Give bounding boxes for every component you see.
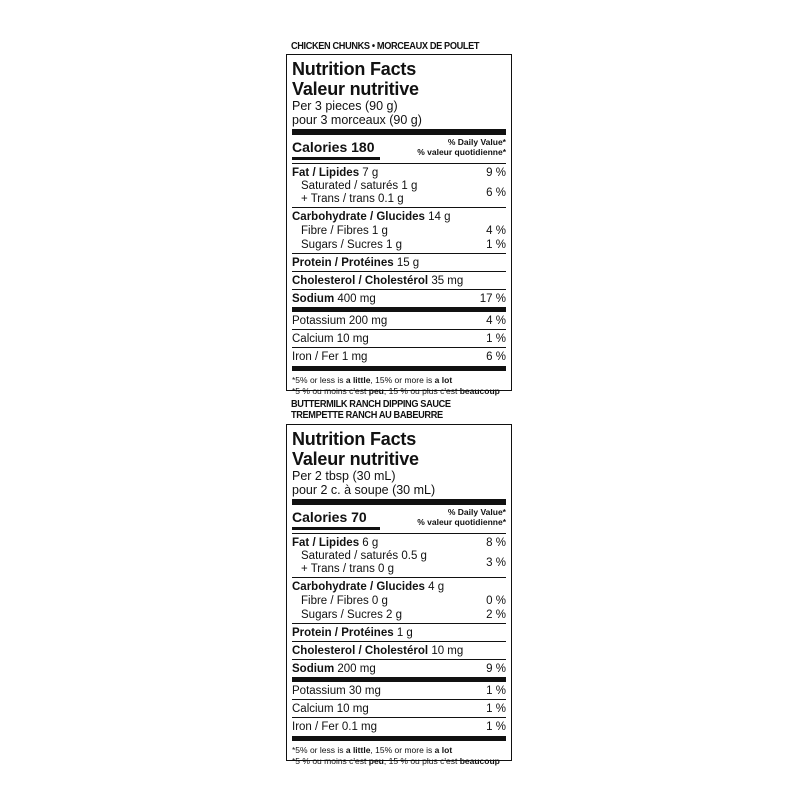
- potassium-label: Potassium: [292, 315, 346, 327]
- fat-value: 6 g: [362, 537, 379, 549]
- nutrition-panel-chicken: [286, 54, 512, 396]
- calories-label: Calories 70: [292, 509, 367, 525]
- footnote-en: *5% or less is a little, 15% or more is a lot: [292, 745, 453, 755]
- protein-value: 1 g: [396, 627, 413, 639]
- protein-label: Protein / Protéines: [292, 627, 394, 639]
- iron-group: [292, 718, 506, 735]
- iron-dv: 6 %: [486, 351, 506, 363]
- sat-trans-row: [292, 550, 506, 576]
- carb-group: [292, 578, 506, 623]
- sugars-label: Sugars / Sucres 2 g: [301, 609, 402, 621]
- footnote: [292, 371, 506, 396]
- nutrition-panel-ranch: [286, 424, 512, 766]
- fat-dv: 8 %: [486, 537, 506, 549]
- fat-dv: 9 %: [486, 167, 506, 179]
- fat-group: [292, 164, 506, 207]
- sodium-row: [292, 292, 506, 306]
- fat-value: 7 g: [362, 167, 379, 179]
- calcium-label: Calcium: [292, 703, 334, 715]
- sat-trans-dv: 6 %: [486, 186, 506, 199]
- cholesterol-value: 35 mg: [431, 275, 464, 287]
- heading-fr: Valeur nutritive: [292, 449, 419, 469]
- sugars-label: Sugars / Sucres 1 g: [301, 239, 402, 251]
- product-title-chicken: [291, 41, 504, 52]
- cholesterol-group: [292, 272, 506, 289]
- fat-row: [292, 536, 506, 550]
- calcium-row: [292, 702, 506, 716]
- divider-thick: [292, 129, 506, 135]
- divider-thick: [292, 499, 506, 505]
- iron-row: [292, 720, 506, 734]
- fat-group: [292, 534, 506, 577]
- potassium-group: [292, 312, 506, 329]
- iron-row: [292, 350, 506, 364]
- sugars-row: [292, 238, 506, 252]
- daily-value-header: [417, 507, 506, 527]
- sodium-label: Sodium: [292, 293, 335, 305]
- protein-group: [292, 254, 506, 271]
- fibre-row: [292, 594, 506, 608]
- serving-fr: pour 2 c. à soupe (30 mL): [292, 483, 436, 497]
- dv-header-en: % Daily Value*: [447, 507, 506, 517]
- serving-fr: pour 3 morceaux (90 g): [292, 113, 422, 127]
- footnote: [292, 741, 506, 766]
- dv-header-en: % Daily Value*: [447, 137, 506, 147]
- daily-value-header: [417, 137, 506, 157]
- carb-row: [292, 580, 506, 594]
- iron-value: 1 mg: [341, 351, 368, 363]
- sugars-dv: 2 %: [486, 609, 506, 621]
- fat-label: Fat / Lipides: [292, 167, 360, 179]
- sodium-group: [292, 660, 506, 677]
- calories-underline: [292, 157, 380, 160]
- heading-en: Nutrition Facts: [292, 429, 417, 449]
- calcium-value: 10 mg: [336, 333, 369, 345]
- calories-value: 70: [351, 509, 367, 525]
- footnote-en: *5% or less is a little, 15% or more is a lot: [292, 375, 453, 385]
- sodium-group: [292, 290, 506, 307]
- carb-row: [292, 210, 506, 224]
- carb-label: Carbohydrate / Glucides: [292, 581, 425, 593]
- sodium-value: 400 mg: [337, 293, 376, 305]
- protein-row: [292, 626, 506, 640]
- saturated-label: Saturated / saturés 0.5 g: [301, 550, 427, 562]
- fibre-dv: 0 %: [486, 595, 506, 607]
- saturated-label: Saturated / saturés 1 g: [301, 180, 418, 192]
- carb-group: [292, 208, 506, 253]
- iron-label: Iron / Fer: [292, 351, 339, 363]
- calcium-value: 10 mg: [336, 703, 369, 715]
- potassium-value: 200 mg: [348, 315, 388, 327]
- sodium-dv: 17 %: [479, 293, 506, 305]
- protein-row: [292, 256, 506, 270]
- cholesterol-row: [292, 644, 506, 658]
- serving-en: Per 2 tbsp (30 mL): [292, 469, 396, 483]
- calcium-label: Calcium: [292, 333, 334, 345]
- serving-en: Per 3 pieces (90 g): [292, 99, 398, 113]
- heading-en: Nutrition Facts: [292, 59, 417, 79]
- dv-header-fr: % valeur quotidienne*: [417, 517, 506, 527]
- sugars-row: [292, 608, 506, 622]
- calcium-dv: 1 %: [486, 703, 506, 715]
- potassium-label: Potassium: [292, 685, 346, 697]
- iron-group: [292, 348, 506, 365]
- calories-value: 180: [351, 139, 375, 155]
- footnote-fr: *5 % ou moins c'est peu, 15 % ou plus c'est beaucoup: [292, 385, 500, 396]
- calcium-group: [292, 700, 506, 717]
- cholesterol-label: Cholesterol / Cholestérol: [292, 645, 429, 657]
- protein-value: 15 g: [396, 257, 420, 269]
- calcium-dv: 1 %: [486, 333, 506, 345]
- fat-row: [292, 166, 506, 180]
- footnote-fr: *5 % ou moins c'est peu, 15 % ou plus c'est beaucoup: [292, 755, 500, 766]
- calories-row: [292, 137, 506, 163]
- sodium-value: 200 mg: [337, 663, 376, 675]
- heading-fr: Valeur nutritive: [292, 79, 419, 99]
- calcium-row: [292, 332, 506, 346]
- protein-label: Protein / Protéines: [292, 257, 394, 269]
- potassium-dv: 1 %: [486, 685, 506, 697]
- iron-dv: 1 %: [486, 721, 506, 733]
- iron-label: Iron / Fer: [292, 721, 339, 733]
- fibre-label: Fibre / Fibres 1 g: [301, 225, 388, 237]
- carb-value: 14 g: [428, 211, 451, 223]
- protein-group: [292, 624, 506, 641]
- potassium-dv: 4 %: [486, 315, 506, 327]
- potassium-group: [292, 682, 506, 699]
- sat-trans-row: [292, 180, 506, 206]
- cholesterol-label: Cholesterol / Cholestérol: [292, 275, 429, 287]
- carb-value: 4 g: [428, 581, 445, 593]
- product-title-line: TREMPETTE RANCH AU BABEURRE: [291, 410, 443, 421]
- trans-label: + Trans / trans 0.1 g: [301, 193, 404, 205]
- product-title-line: BUTTERMILK RANCH DIPPING SAUCE: [291, 399, 451, 410]
- calories-label: Calories 180: [292, 139, 375, 155]
- fat-label: Fat / Lipides: [292, 537, 360, 549]
- carb-label: Carbohydrate / Glucides: [292, 211, 425, 223]
- calcium-group: [292, 330, 506, 347]
- trans-label: + Trans / trans 0 g: [301, 563, 395, 575]
- sugars-dv: 1 %: [486, 239, 506, 251]
- product-title-line: CHICKEN CHUNKS • MORCEAUX DE POULET: [291, 41, 480, 52]
- sodium-label: Sodium: [292, 663, 335, 675]
- sodium-dv: 9 %: [486, 663, 506, 675]
- fibre-row: [292, 224, 506, 238]
- calories-row: [292, 507, 506, 533]
- potassium-row: [292, 314, 506, 328]
- product-title-ranch: [291, 399, 504, 421]
- cholesterol-value: 10 mg: [431, 645, 464, 657]
- potassium-row: [292, 684, 506, 698]
- calories-underline: [292, 527, 380, 530]
- iron-value: 0.1 mg: [341, 721, 378, 733]
- fibre-dv: 4 %: [486, 225, 506, 237]
- fibre-label: Fibre / Fibres 0 g: [301, 595, 388, 607]
- potassium-value: 30 mg: [348, 685, 381, 697]
- cholesterol-row: [292, 274, 506, 288]
- sodium-row: [292, 662, 506, 676]
- dv-header-fr: % valeur quotidienne*: [417, 147, 506, 157]
- sat-trans-dv: 3 %: [486, 556, 506, 569]
- cholesterol-group: [292, 642, 506, 659]
